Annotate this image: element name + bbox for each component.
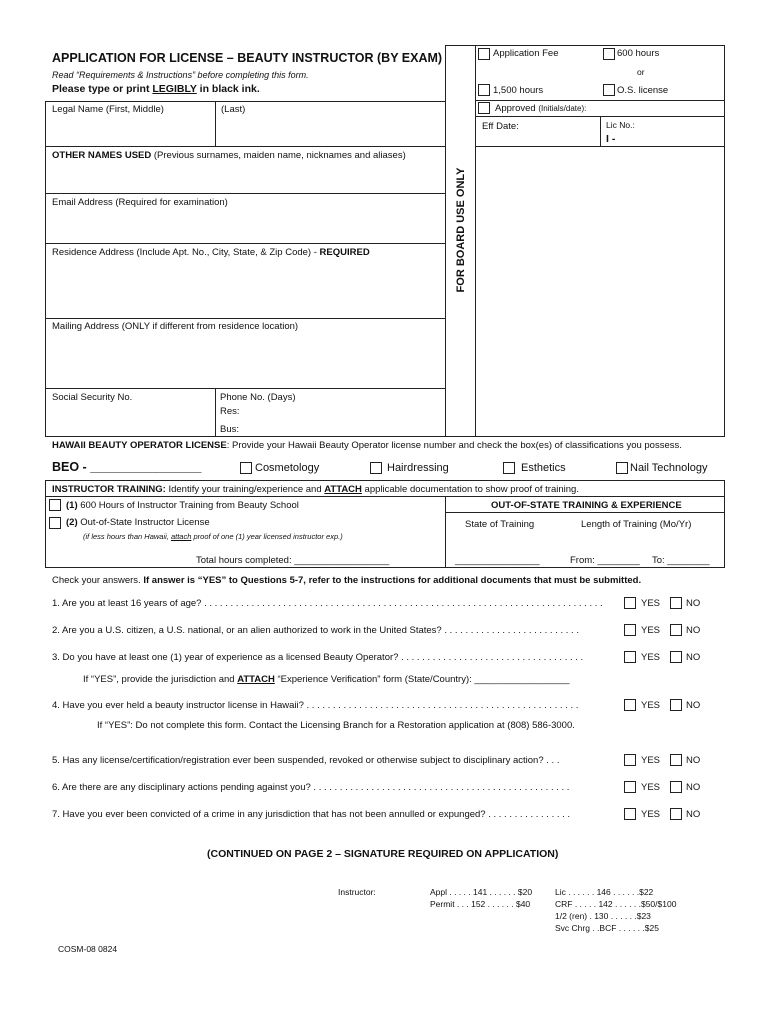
length-of-training-label: Length of Training (Mo/Yr) <box>581 519 692 530</box>
phone-res-field[interactable] <box>240 404 444 418</box>
no-label: NO <box>686 782 701 793</box>
rule <box>445 512 725 513</box>
rule <box>45 318 445 319</box>
fee-appl: Appl . . . . . 141 . . . . . . $20 <box>430 887 533 897</box>
total-hours-field[interactable]: Total hours completed: __________________ <box>196 555 390 566</box>
lic-no-label: Lic No.: <box>606 120 635 130</box>
fee-lic: Lic . . . . . . 146 . . . . . .$22 <box>555 887 654 897</box>
fee-service-charge: Svc Chrg . .BCF . . . . . .$25 <box>555 923 659 933</box>
last-name-label: (Last) <box>221 104 246 115</box>
q7-no-checkbox[interactable] <box>670 808 682 820</box>
rule <box>475 100 724 101</box>
beo-license-field[interactable]: BEO - ________________ <box>52 460 202 474</box>
board-use-only-label: FOR BOARD USE ONLY <box>455 167 467 293</box>
yes-label: YES <box>641 782 661 793</box>
instructor-training-label: INSTRUCTOR TRAINING: Identify your training/experience and ATTACH applicable documentation to show proof of training. <box>52 484 579 495</box>
question-4: 4. Have you ever held a beauty instructor license in Hawaii? . . . . . . . . . . . . . . . . . . . . . . . . . . . . . . . . . . . . . . . . . . . . . . . . . . . . <box>52 700 579 711</box>
legal-name-field[interactable] <box>46 116 214 145</box>
training-option-1-checkbox[interactable] <box>49 499 61 511</box>
fee-permit: Permit . . . 152 . . . . . . $40 <box>430 899 531 909</box>
rule <box>475 45 476 436</box>
instructor-fee-label: Instructor: <box>338 887 376 897</box>
yes-label: YES <box>641 809 661 820</box>
state-of-training-field[interactable]: ________________ <box>455 555 540 566</box>
rule <box>215 388 216 436</box>
esthetics-checkbox[interactable] <box>503 462 515 474</box>
question-1: 1. Are you at least 16 years of age? . . . . . . . . . . . . . . . . . . . . . . . . . . . . . . . . . . . . . . . . . . . . . . . . . . . . . . . . . . . . . . . . . . . . . . . . . . . . <box>52 598 603 609</box>
q3-yes-checkbox[interactable] <box>624 651 636 663</box>
cosmetology-checkbox[interactable] <box>240 462 252 474</box>
rule <box>724 45 725 436</box>
cosmetology-label: Cosmetology <box>255 462 320 474</box>
out-of-state-header: OUT-OF-STATE TRAINING & EXPERIENCE <box>491 500 682 511</box>
question-5: 5. Has any license/certification/registration ever been suspended, revoked or otherwise subject to disciplinary action? . . . <box>52 755 560 766</box>
question-7: 7. Have you ever been convicted of a crime in any jurisdiction that has not been annulled or expunged? . . . . . . . . . . . . . . . . <box>52 809 571 820</box>
os-license-label: O.S. license <box>617 85 669 96</box>
question-4-note: If “YES”: Do not complete this form. Contact the Licensing Branch for a Restoration application at (808) 586-3000. <box>97 720 575 731</box>
rule <box>45 496 725 497</box>
email-label: Email Address (Required for examination) <box>52 197 228 208</box>
training-option-2-label: (2) Out-of-State Instructor License <box>66 517 210 528</box>
rule <box>45 567 725 568</box>
lic-no-prefix: I - <box>606 133 616 145</box>
eff-date-label: Eff Date: <box>482 121 519 132</box>
legal-name-label: Legal Name (First, Middle) <box>52 104 164 115</box>
os-license-checkbox[interactable] <box>603 84 615 96</box>
training-option-2-checkbox[interactable] <box>49 517 61 529</box>
application-fee-checkbox[interactable] <box>478 48 490 60</box>
q6-no-checkbox[interactable] <box>670 781 682 793</box>
rule <box>45 243 445 244</box>
nail-technology-checkbox[interactable] <box>616 462 628 474</box>
from-field[interactable]: From: ________ <box>570 555 640 566</box>
rule <box>724 480 725 567</box>
no-label: NO <box>686 652 701 663</box>
q3-no-checkbox[interactable] <box>670 651 682 663</box>
ssn-label: Social Security No. <box>52 392 133 403</box>
read-instructions-note: Read “Requirements & Instructions” before completing this form. <box>52 70 309 80</box>
to-field[interactable]: To: ________ <box>652 555 710 566</box>
q4-yes-checkbox[interactable] <box>624 699 636 711</box>
continued-notice: (CONTINUED ON PAGE 2 – SIGNATURE REQUIRED ON APPLICATION) <box>207 848 559 860</box>
yes-label: YES <box>641 652 661 663</box>
rule <box>600 116 601 146</box>
training-option-2-note: (if less hours than Hawaii, attach proof of one (1) year licensed instructor exp.) <box>83 532 343 541</box>
yes-label: YES <box>641 755 661 766</box>
or-label: or <box>637 67 645 77</box>
residence-address-label: Residence Address (Include Apt. No., City, State, & Zip Code) - REQUIRED <box>52 247 370 258</box>
email-field[interactable] <box>46 210 444 242</box>
rule <box>445 45 446 436</box>
residence-address-field[interactable] <box>46 260 444 317</box>
phone-bus-field[interactable] <box>240 421 444 435</box>
rule <box>445 45 724 46</box>
fee-renewal: 1/2 (ren) . 130 . . . . . .$23 <box>555 911 651 921</box>
rule <box>45 480 46 567</box>
application-fee-label: Application Fee <box>493 48 559 59</box>
600-hours-label: 600 hours <box>617 48 660 59</box>
other-names-field[interactable] <box>46 163 444 192</box>
q6-yes-checkbox[interactable] <box>624 781 636 793</box>
question-2: 2. Are you a U.S. citizen, a U.S. national, or an alien authorized to work in the United States? . . . . . . . . . . . . . . . . . . . . . . . . . . <box>52 625 579 636</box>
phone-res-label: Res: <box>220 406 240 417</box>
hairdressing-checkbox[interactable] <box>370 462 382 474</box>
last-name-field[interactable] <box>216 116 444 145</box>
question-3-note: If “YES”, provide the jurisdiction and ATTACH “Experience Verification” form (State/Country): __________________ <box>83 674 570 685</box>
yes-label: YES <box>641 598 661 609</box>
ssn-field[interactable] <box>46 405 214 435</box>
esthetics-label: Esthetics <box>521 462 566 474</box>
other-names-label: OTHER NAMES USED (Previous surnames, maiden name, nicknames and aliases) <box>52 150 406 161</box>
1500-hours-label: 1,500 hours <box>493 85 544 96</box>
question-3: 3. Do you have at least one (1) year of experience as a licensed Beauty Operator? . . . . . . . . . . . . . . . . . . . . . . . . . . . . . . . . . . . <box>52 652 584 663</box>
q2-no-checkbox[interactable] <box>670 624 682 636</box>
q7-yes-checkbox[interactable] <box>624 808 636 820</box>
question-6: 6. Are there are any disciplinary actions pending against you? . . . . . . . . . . . . . . . . . . . . . . . . . . . . . . . . . . . . . . . . . . . . . . . . . <box>52 782 570 793</box>
rule <box>45 193 445 194</box>
q5-no-checkbox[interactable] <box>670 754 682 766</box>
rule <box>475 146 724 147</box>
yes-label: YES <box>641 625 661 636</box>
hairdressing-label: Hairdressing <box>387 462 449 474</box>
fee-crf: CRF . . . . . 142 . . . . . .$50/$100 <box>555 899 677 909</box>
questions-intro: Check your answers. If answer is “YES” to Questions 5-7, refer to the instructions for additional documents that must be submitted. <box>52 575 642 586</box>
q5-yes-checkbox[interactable] <box>624 754 636 766</box>
operator-license-label: HAWAII BEAUTY OPERATOR LICENSE: Provide your Hawaii Beauty Operator license number and check the box(es) of classifications you possess. <box>52 440 682 451</box>
form-title: APPLICATION FOR LICENSE – BEAUTY INSTRUCTOR (BY EXAM) <box>52 51 443 65</box>
nail-technology-label: Nail Technology <box>630 462 708 474</box>
phone-label: Phone No. (Days) <box>220 392 296 403</box>
rule <box>45 480 725 481</box>
rule <box>45 146 445 147</box>
no-label: NO <box>686 598 701 609</box>
form-number: COSM-08 0824 <box>58 944 118 954</box>
print-legibly-note: Please type or print LEGIBLY in black ink. <box>52 83 260 95</box>
yes-label: YES <box>641 700 661 711</box>
1500-hours-checkbox[interactable] <box>478 84 490 96</box>
state-of-training-label: State of Training <box>465 519 535 530</box>
approved-label: Approved (Initials/date): <box>495 103 587 114</box>
rule <box>45 436 725 437</box>
training-option-1-label: (1) 600 Hours of Instructor Training from Beauty School <box>66 500 299 511</box>
no-label: NO <box>686 809 701 820</box>
rule <box>45 101 445 102</box>
rule <box>445 496 446 567</box>
mailing-address-field[interactable] <box>46 334 444 387</box>
no-label: NO <box>686 755 701 766</box>
approved-checkbox[interactable] <box>478 102 490 114</box>
rule <box>45 388 445 389</box>
q4-no-checkbox[interactable] <box>670 699 682 711</box>
phone-bus-label: Bus: <box>220 424 240 435</box>
no-label: NO <box>686 700 701 711</box>
600-hours-checkbox[interactable] <box>603 48 615 60</box>
q1-no-checkbox[interactable] <box>670 597 682 609</box>
no-label: NO <box>686 625 701 636</box>
q2-yes-checkbox[interactable] <box>624 624 636 636</box>
q1-yes-checkbox[interactable] <box>624 597 636 609</box>
mailing-address-label: Mailing Address (ONLY if different from residence location) <box>52 321 299 332</box>
